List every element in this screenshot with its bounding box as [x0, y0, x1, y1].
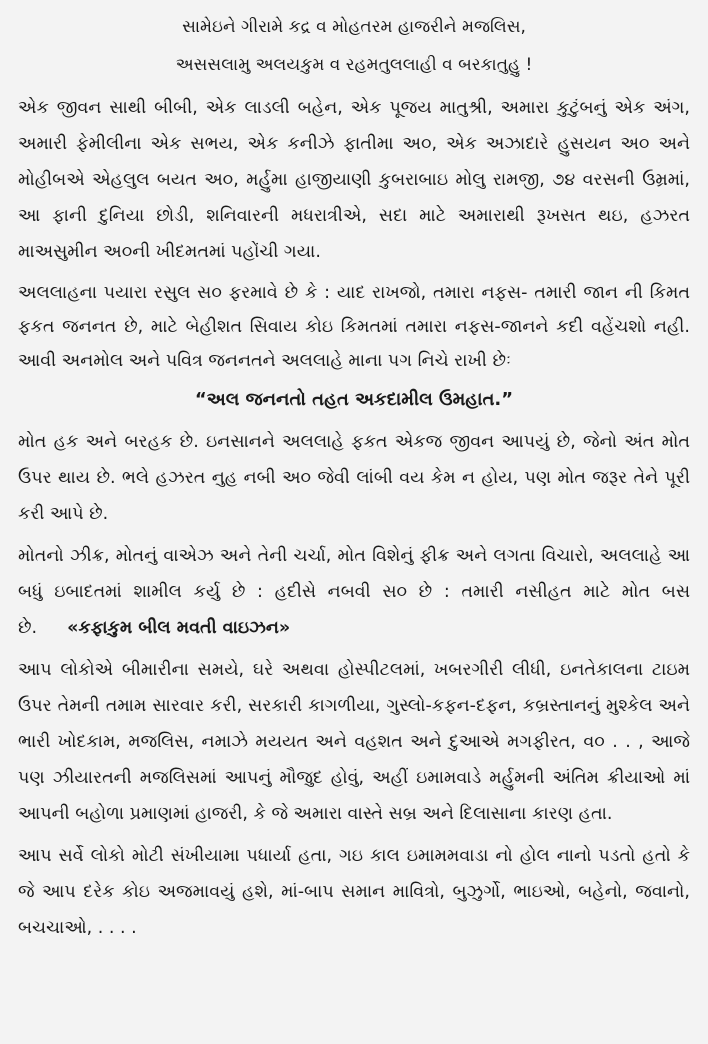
salaam-line: અસસલામુ અલયકુમ વ રહમતુલલાહી વ બરકાતુહુ !	[175, 55, 533, 75]
quote-kafakum: «કફાકુમ બીલ મવતી વાઇઝન»	[67, 618, 291, 638]
quote-jannat: “અલ જનનતો તહત અકદામીલ ઉમહાત.”	[194, 389, 514, 410]
paragraph-remembrance-text: મોતનો ઝીક્ર, મોતનું વાએઝ અને તેની ચર્ચા, મોત વિશેનું ફીક્ર અને લગતા વિચારો, અલલાહે આ બધું ઇબાદતમાં શામીલ કર્યુ છે : હદીસે નબવી સ૦ છે : તમારી નસીહત માટે મોત બસ છે.	[18, 546, 690, 638]
paragraph-attendance: આપ સર્વે લોકો મોટી સંખીયામા પધાર્યા હતા, ગઇ કાલ ઇમામમવાડા નો હોલ નાનો પડતો હતો કે જે આપ દરેક કોઇ અજમાવયું હશે, માં-બાપ સમાન માવિત્રો, બુઝુર્ગો, ભાઇઓ, બહેનો, જવાનો, બચચાઓ, . . . .	[18, 846, 690, 938]
paragraph-death: મોત હક અને બરહક છે. ઇનસાનને અલલાહે ફકત એકજ જીવન આપયું છે, જેનો અંત મોત ઉપર થાય છે. ભલે હઝરત નુહ નબી અ૦ જેવી લાંબી વય કેમ ન હોય, પણ મોત જરૂર તેને પૂરી કરી આપે છે.	[18, 432, 690, 524]
salutation-line: સામેઇને ગીરામે કદ્ર વ મોહતરમ હાજરીને મજલિસ,	[182, 17, 526, 37]
paragraph-announcement: એક જીવન સાથી બીબી, એક લાડલી બહેન, એક પૂજય માતુશ્રી, અમારા કુટુંબનું એક અંગ, અમારી ફેમીલીના એક સભય, એક કનીઝે ફાતીમા અ૦, એક અઝાદારે હુસયન અ૦ અને મોહીબએ એહલુલ બયત અ૦, મર્હુમા હાજીયાણી કુબરાબાઇ મોલુ રામજી, ૭૪ વરસની ઉમ્રમાં, આ ફાની દુનિયા છોડી, શનિવારની મધરાત્રીએ, સદા માટે અમારાથી રૂખસત થઇ, હઝરત માઅસુમીન અ૦ની ખીદમતમાં પહોંચી ગયા.	[18, 98, 690, 262]
paragraph-gratitude: આપ લોકોએ બીમારીના સમયે, ઘરે અથવા હોસ્પીટલમાં, ખબરગીરી લીધી, ઇનતેકાલના ટાઇમ ઉપર તેમની તમામ સારવાર કરી, સરકારી કાગળીયા, ગુસ્લો-કફન-દફન, કબ્રસ્તાનનું મુશ્કેલ અને ભારી ખોદકામ, મજલિસ, નમાઝે મયયત અને વહશત અને દુઆએ મગફીરત, વ૦ . . , આજે પણ ઝીયારતની મજલિસમાં આપનું મૌજુદ હોવું, અહીં ઇમામવાડે મર્હુમની અંતિમ ક્રીયાઓ માં આપની બહોળા પ્રમાણમાં હાજરી, કે જે અમારા વાસ્તે સબ્ર અને દિલાસાના કારણ હતા.	[18, 660, 690, 824]
paragraph-hadith: અલલાહના પયારા રસુલ સ૦ ફરમાવે છે કે : યાદ રાખજો, તમારા નફસ- તમારી જાન ની કિમત ફકત જનનત છે, માટે બેહીશત સિવાય કોઇ કિમતમાં તમારા નફસ-જાનને કદી વહેંચશો નહી. આવી અનમોલ અને પવિત્ર જનનતને અલલાહે માના પગ નિચે રાખી છેઃ	[18, 283, 690, 371]
paragraph-remembrance	[18, 538, 690, 646]
